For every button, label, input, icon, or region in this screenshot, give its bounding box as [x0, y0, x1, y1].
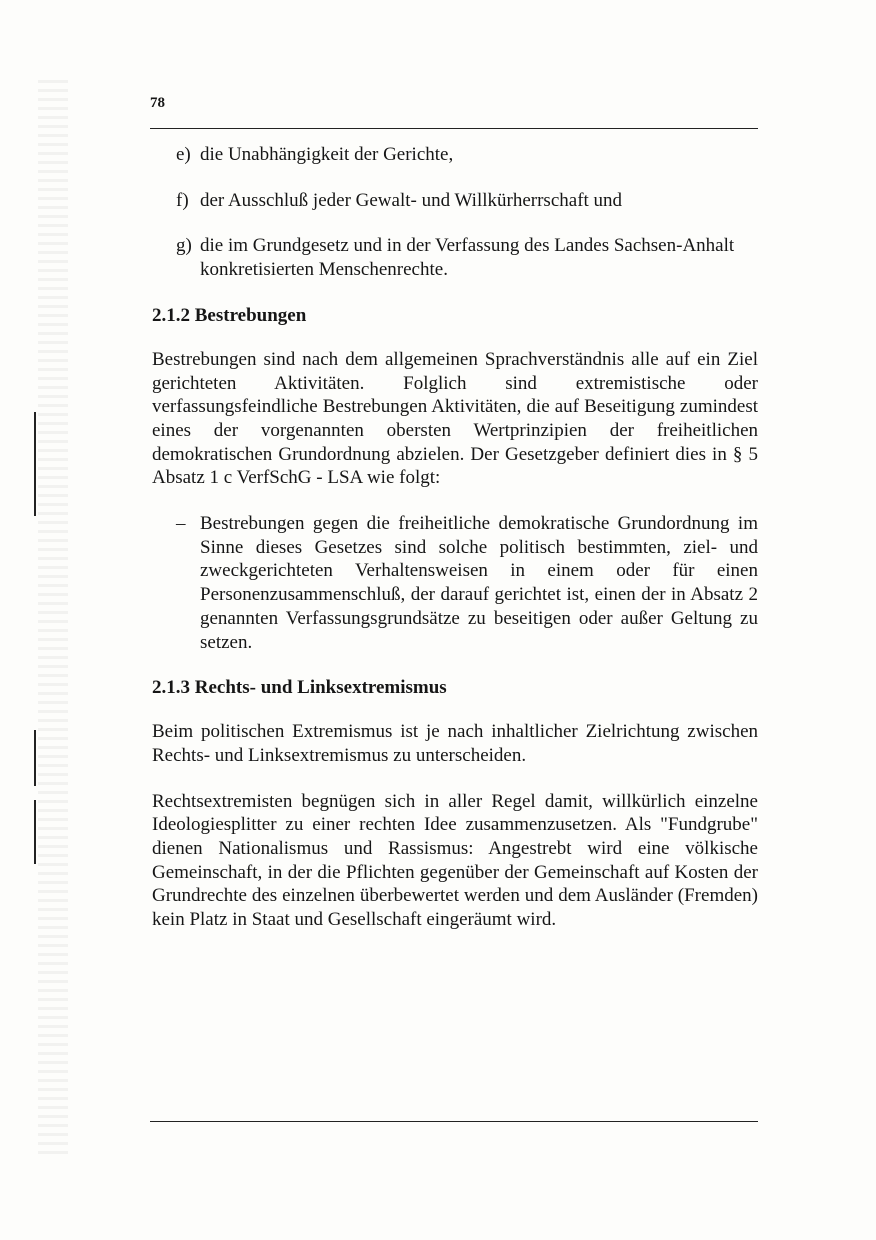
margin-mark — [34, 800, 36, 864]
dash-marker: – — [176, 513, 186, 535]
list-item-text: die Unabhängigkeit der Gerichte, — [200, 144, 454, 165]
header-rule — [150, 128, 758, 129]
scan-edge-artifact — [38, 80, 68, 1160]
principles-list — [152, 143, 758, 282]
page-body — [152, 143, 758, 954]
footer-rule — [150, 1121, 758, 1122]
list-marker: f) — [176, 189, 189, 211]
list-item — [152, 189, 758, 213]
legal-quote-text: Bestrebungen gegen die freiheitliche demokratische Grundordnung im Sinne dieses Gesetzes sind solche politisch bestimmten, ziel- und zweckgerichteten Verhaltensweisen in einem oder für einen Personenzusammenschluß, der darauf gerichtet ist, einen der in Absatz 2 genannten Verfassungsgrundsätze zu beseitigen oder außer Geltung zu setzen. — [200, 513, 758, 653]
paragraph-extremismus-intro: Beim politischen Extremismus ist je nach inhaltlicher Zielrichtung zwischen Rechts- und Linksextremismus zu unterscheiden. — [152, 721, 758, 766]
list-marker: g) — [176, 235, 192, 257]
list-marker: e) — [176, 144, 191, 165]
list-item — [152, 143, 758, 167]
list-item-text: die im Grundgesetz und in der Verfassung des Landes Sachsen-Anhalt konkretisierten Menschenrechte. — [200, 235, 735, 281]
page-number: 78 — [150, 95, 165, 111]
margin-mark — [34, 412, 36, 516]
section-heading-bestrebungen: 2.1.2 Bestrebungen — [152, 304, 307, 326]
list-item-text: der Ausschluß jeder Gewalt- und Willkürherrschaft und — [200, 189, 623, 211]
legal-quote — [152, 512, 758, 654]
paragraph-bestrebungen: Bestrebungen sind nach dem allgemeinen Sprachverständnis alle auf ein Ziel gerichteten Aktivitäten. Folglich sind extremistische oder verfassungsfeindliche Bestrebungen Aktivitäten, die auf Beseitigung zumindest eines der vorgenannten obersten Wertprinzipien der freiheitlichen demokratischen Grundordnung abzielen. Der Gesetzgeber definiert dies in § 5 Absatz 1 c VerfSchG - LSA wie folgt: — [152, 348, 758, 489]
list-item — [152, 234, 758, 281]
section-heading-extremismus: 2.1.3 Rechts- und Linksextremismus — [152, 677, 447, 699]
margin-mark — [34, 730, 36, 786]
paragraph-rechtsextremisten: Rechtsextremisten begnügen sich in aller Regel damit, willkürlich einzelne Ideologiesplitter zu einer rechten Idee zusammenzusetzen. Als "Fundgrube" dienen Nationalismus und Rassismus: Angestrebt wird eine völkische Gemeinschaft, in der die Pflichten gegenüber der Gemeinschaft auf Kosten der Grundrechte des einzelnen überbewertet werden und dem Ausländer (Fremden) kein Platz in Staat und Gesellschaft eingeräumt wird. — [152, 790, 758, 931]
